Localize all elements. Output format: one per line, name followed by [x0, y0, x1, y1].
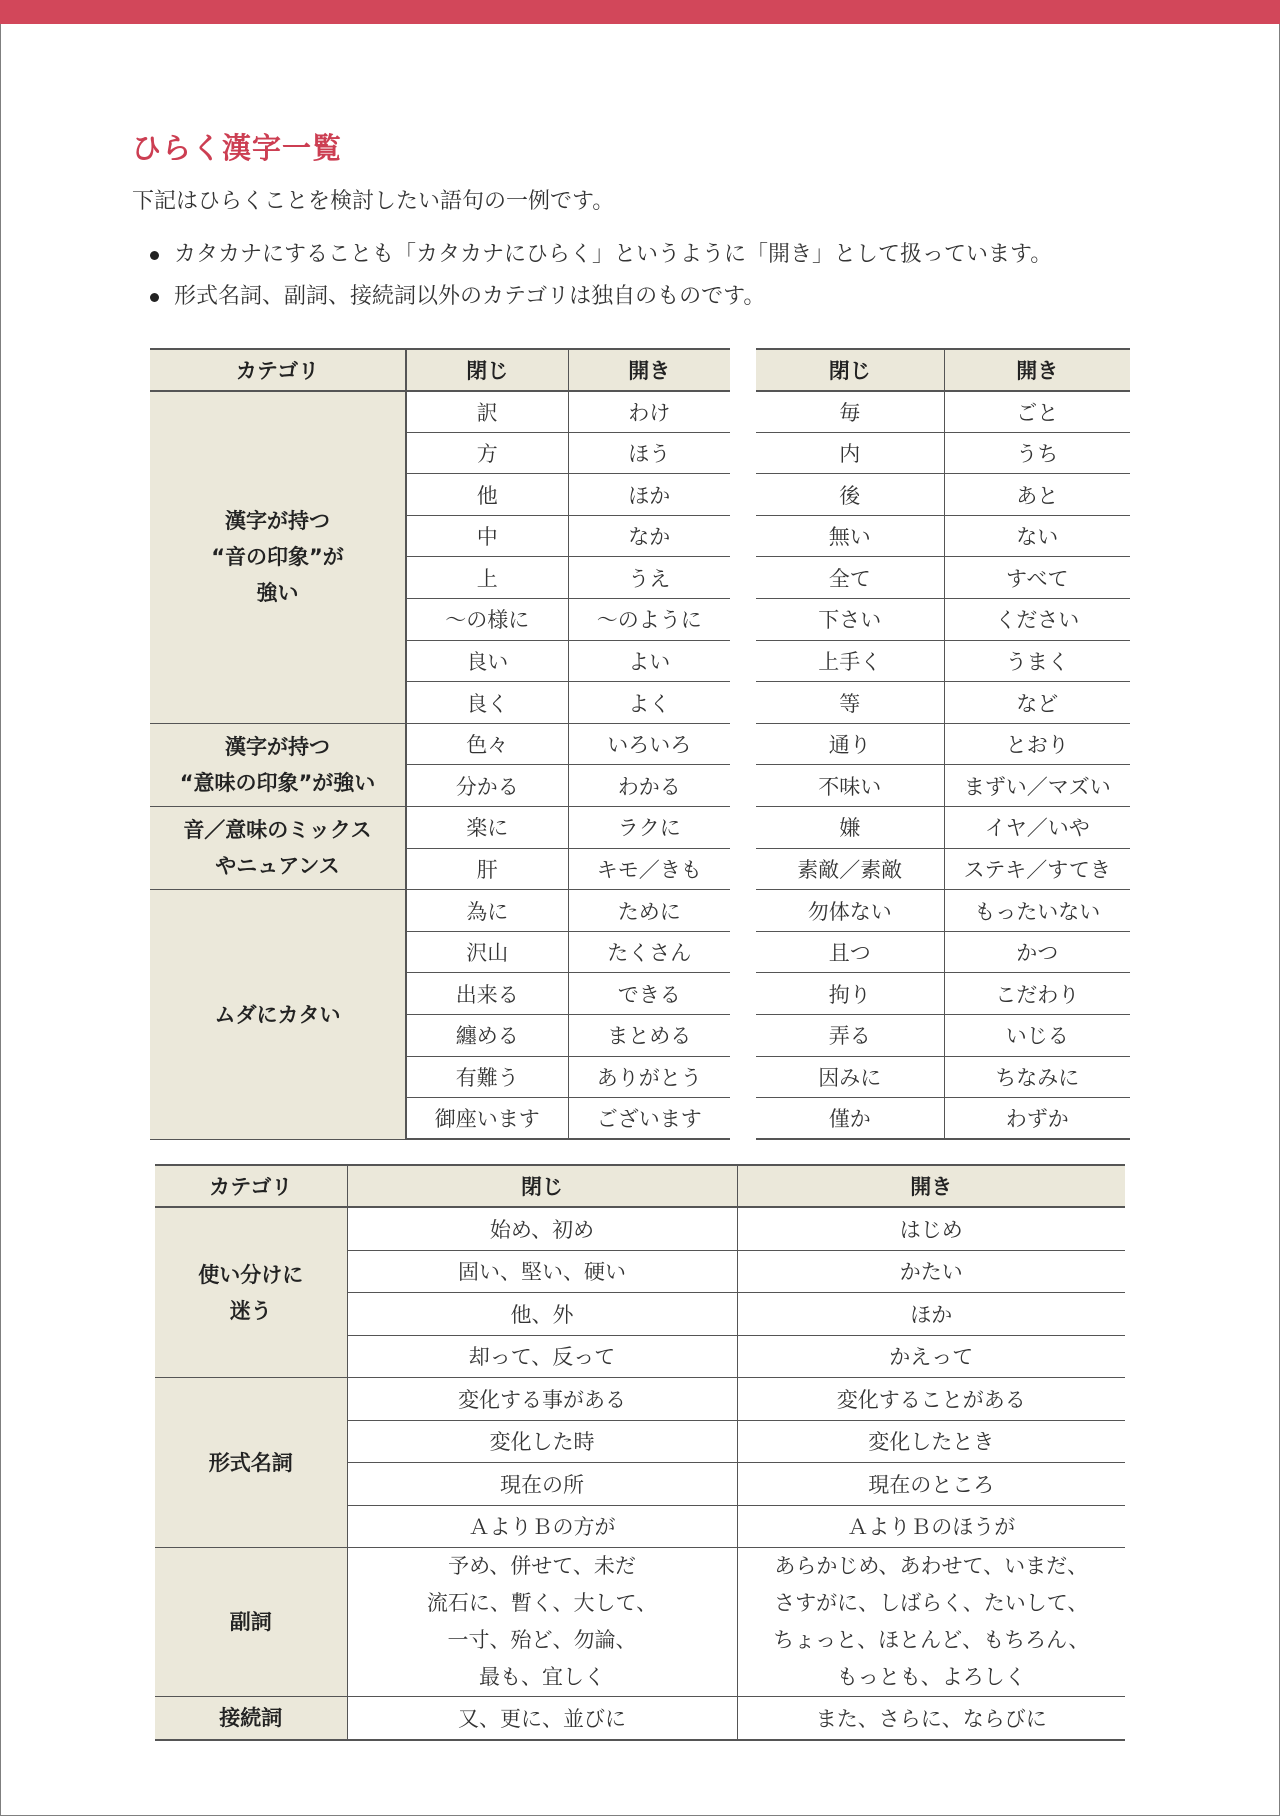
open-cell: かたい [737, 1250, 1125, 1293]
closed-cell: 有難う [406, 1056, 568, 1098]
closed-cell: 良く [406, 682, 568, 724]
closed-cell: 変化する事がある [347, 1378, 737, 1421]
closed-cell: 上 [406, 557, 568, 599]
bullet-item: 形式名詞、副詞、接続詞以外のカテゴリは独自のものです。 [146, 276, 1052, 318]
kanji-table-1 [150, 348, 1130, 1140]
column-gap [730, 765, 756, 807]
open-cell: ほう [568, 432, 730, 474]
open-cell: かつ [944, 931, 1130, 973]
header-closed: 閉じ [347, 1165, 737, 1207]
closed-cell: 毎 [756, 391, 944, 433]
header-open-2: 開き [944, 349, 1130, 391]
open-cell: できる [568, 973, 730, 1015]
open-cell: あらかじめ、あわせて、いまだ、 さすがに、しばらく、たいして、 ちょっと、ほとんど、もちろん、 もっとも、よろしく [737, 1548, 1125, 1697]
closed-cell: 固い、堅い、硬い [347, 1250, 737, 1293]
table-row [150, 723, 1130, 765]
table-row [155, 1548, 1125, 1697]
open-cell: かえって [737, 1335, 1125, 1378]
column-gap [730, 931, 756, 973]
closed-cell: 方 [406, 432, 568, 474]
open-cell: など [944, 682, 1130, 724]
intro-text: 下記はひらくことを検討したい語句の一例です。 [132, 189, 615, 214]
closed-cell: 訳 [406, 391, 568, 433]
column-gap [730, 432, 756, 474]
header-closed: 閉じ [406, 349, 568, 391]
column-gap [730, 890, 756, 932]
open-cell: ＡよりＢのほうが [737, 1505, 1125, 1548]
open-cell: わけ [568, 391, 730, 433]
closed-cell: 無い [756, 515, 944, 557]
open-cell: ちなみに [944, 1056, 1130, 1098]
open-cell: うえ [568, 557, 730, 599]
closed-cell: 始め、初め [347, 1207, 737, 1250]
closed-cell: 良い [406, 640, 568, 682]
column-gap [730, 682, 756, 724]
closed-cell: 〜の様に [406, 599, 568, 641]
open-cell: うまく [944, 640, 1130, 682]
open-cell: ありがとう [568, 1056, 730, 1098]
column-gap [730, 640, 756, 682]
column-gap [730, 557, 756, 599]
closed-cell: 他 [406, 474, 568, 516]
table-row [150, 890, 1130, 932]
closed-cell: 御座います [406, 1098, 568, 1140]
open-cell: ない [944, 515, 1130, 557]
open-cell: ほか [568, 474, 730, 516]
closed-cell: 勿体ない [756, 890, 944, 932]
open-cell: ございます [568, 1098, 730, 1140]
top-accent-bar [0, 0, 1280, 24]
open-cell: ラクに [568, 807, 730, 849]
closed-cell: 肝 [406, 848, 568, 890]
open-cell: ください [944, 599, 1130, 641]
column-gap [730, 807, 756, 849]
closed-cell: 下さい [756, 599, 944, 641]
table-row [150, 807, 1130, 849]
open-cell: 〜のように [568, 599, 730, 641]
open-cell: まずい／マズい [944, 765, 1130, 807]
open-cell: うち [944, 432, 1130, 474]
open-cell: まとめる [568, 1015, 730, 1057]
open-cell: 変化したとき [737, 1420, 1125, 1463]
closed-cell: 却って、反って [347, 1335, 737, 1378]
closed-cell: 僅か [756, 1098, 944, 1140]
header-open: 開き [737, 1165, 1125, 1207]
category-cell: 使い分けに 迷う [155, 1207, 347, 1378]
closed-cell: 通り [756, 723, 944, 765]
closed-cell: 楽に [406, 807, 568, 849]
table-row [150, 391, 1130, 433]
closed-cell: 分かる [406, 765, 568, 807]
open-cell: いじる [944, 1015, 1130, 1057]
closed-cell: 後 [756, 474, 944, 516]
column-gap [730, 599, 756, 641]
closed-cell: 上手く [756, 640, 944, 682]
closed-cell: 全て [756, 557, 944, 599]
column-gap [730, 391, 756, 433]
closed-cell: 素敵／素敵 [756, 848, 944, 890]
closed-cell: 沢山 [406, 931, 568, 973]
bullet-list [146, 234, 1052, 318]
column-gap [730, 973, 756, 1015]
column-gap [730, 723, 756, 765]
open-cell: たくさん [568, 931, 730, 973]
open-cell: はじめ [737, 1207, 1125, 1250]
closed-cell: 中 [406, 515, 568, 557]
closed-cell: 嫌 [756, 807, 944, 849]
category-cell: 音／意味のミックス やニュアンス [150, 807, 406, 890]
closed-cell: 変化した時 [347, 1420, 737, 1463]
open-cell: ステキ／すてき [944, 848, 1130, 890]
table-row [155, 1697, 1125, 1740]
closed-cell: 他、外 [347, 1293, 737, 1336]
open-cell: ごと [944, 391, 1130, 433]
closed-cell: 内 [756, 432, 944, 474]
category-cell: 漢字が持つ “意味の印象”が強い [150, 723, 406, 806]
open-cell: よく [568, 682, 730, 724]
column-gap [730, 474, 756, 516]
header-category: カテゴリ [150, 349, 406, 391]
open-cell: わずか [944, 1098, 1130, 1140]
open-cell: あと [944, 474, 1130, 516]
open-cell: ために [568, 890, 730, 932]
closed-cell: 纏める [406, 1015, 568, 1057]
column-gap [730, 515, 756, 557]
column-gap [730, 848, 756, 890]
category-cell: 副詞 [155, 1548, 347, 1697]
open-cell: もったいない [944, 890, 1130, 932]
open-cell: イヤ／いや [944, 807, 1130, 849]
bullet-item: カタカナにすることも「カタカナにひらく」というように「開き」として扱っています。 [146, 234, 1052, 276]
category-cell: 漢字が持つ “音の印象”が 強い [150, 391, 406, 724]
category-cell: 形式名詞 [155, 1378, 347, 1548]
closed-cell: 等 [756, 682, 944, 724]
closed-cell: 予め、併せて、未だ 流石に、暫く、大して、 一寸、殆ど、勿論、 最も、宜しく [347, 1548, 737, 1697]
header-category: カテゴリ [155, 1165, 347, 1207]
category-cell: 接続詞 [155, 1697, 347, 1740]
open-cell: 変化することがある [737, 1378, 1125, 1421]
open-cell: ほか [737, 1293, 1125, 1336]
column-gap [730, 349, 756, 391]
open-cell: いろいろ [568, 723, 730, 765]
closed-cell: 且つ [756, 931, 944, 973]
table-body [155, 1207, 1125, 1740]
category-cell: ムダにカタい [150, 890, 406, 1140]
header-open: 開き [568, 349, 730, 391]
page-title: ひらく漢字一覧 [132, 131, 343, 165]
closed-cell: ＡよりＢの方が [347, 1505, 737, 1548]
header-closed-2: 閉じ [756, 349, 944, 391]
open-cell: キモ／きも [568, 848, 730, 890]
closed-cell: 因みに [756, 1056, 944, 1098]
open-cell: とおり [944, 723, 1130, 765]
open-cell: よい [568, 640, 730, 682]
table-row [155, 1378, 1125, 1421]
table-body [150, 391, 1130, 1140]
table-row [155, 1207, 1125, 1250]
open-cell: 現在のところ [737, 1463, 1125, 1506]
column-gap [730, 1056, 756, 1098]
closed-cell: 現在の所 [347, 1463, 737, 1506]
closed-cell: 為に [406, 890, 568, 932]
open-cell: なか [568, 515, 730, 557]
closed-cell: 弄る [756, 1015, 944, 1057]
open-cell: すべて [944, 557, 1130, 599]
closed-cell: 出来る [406, 973, 568, 1015]
kanji-table-2 [155, 1164, 1125, 1741]
closed-cell: 色々 [406, 723, 568, 765]
closed-cell: 拘り [756, 973, 944, 1015]
closed-cell: 又、更に、並びに [347, 1697, 737, 1740]
column-gap [730, 1015, 756, 1057]
open-cell: また、さらに、ならびに [737, 1697, 1125, 1740]
open-cell: こだわり [944, 973, 1130, 1015]
column-gap [730, 1098, 756, 1140]
closed-cell: 不味い [756, 765, 944, 807]
open-cell: わかる [568, 765, 730, 807]
